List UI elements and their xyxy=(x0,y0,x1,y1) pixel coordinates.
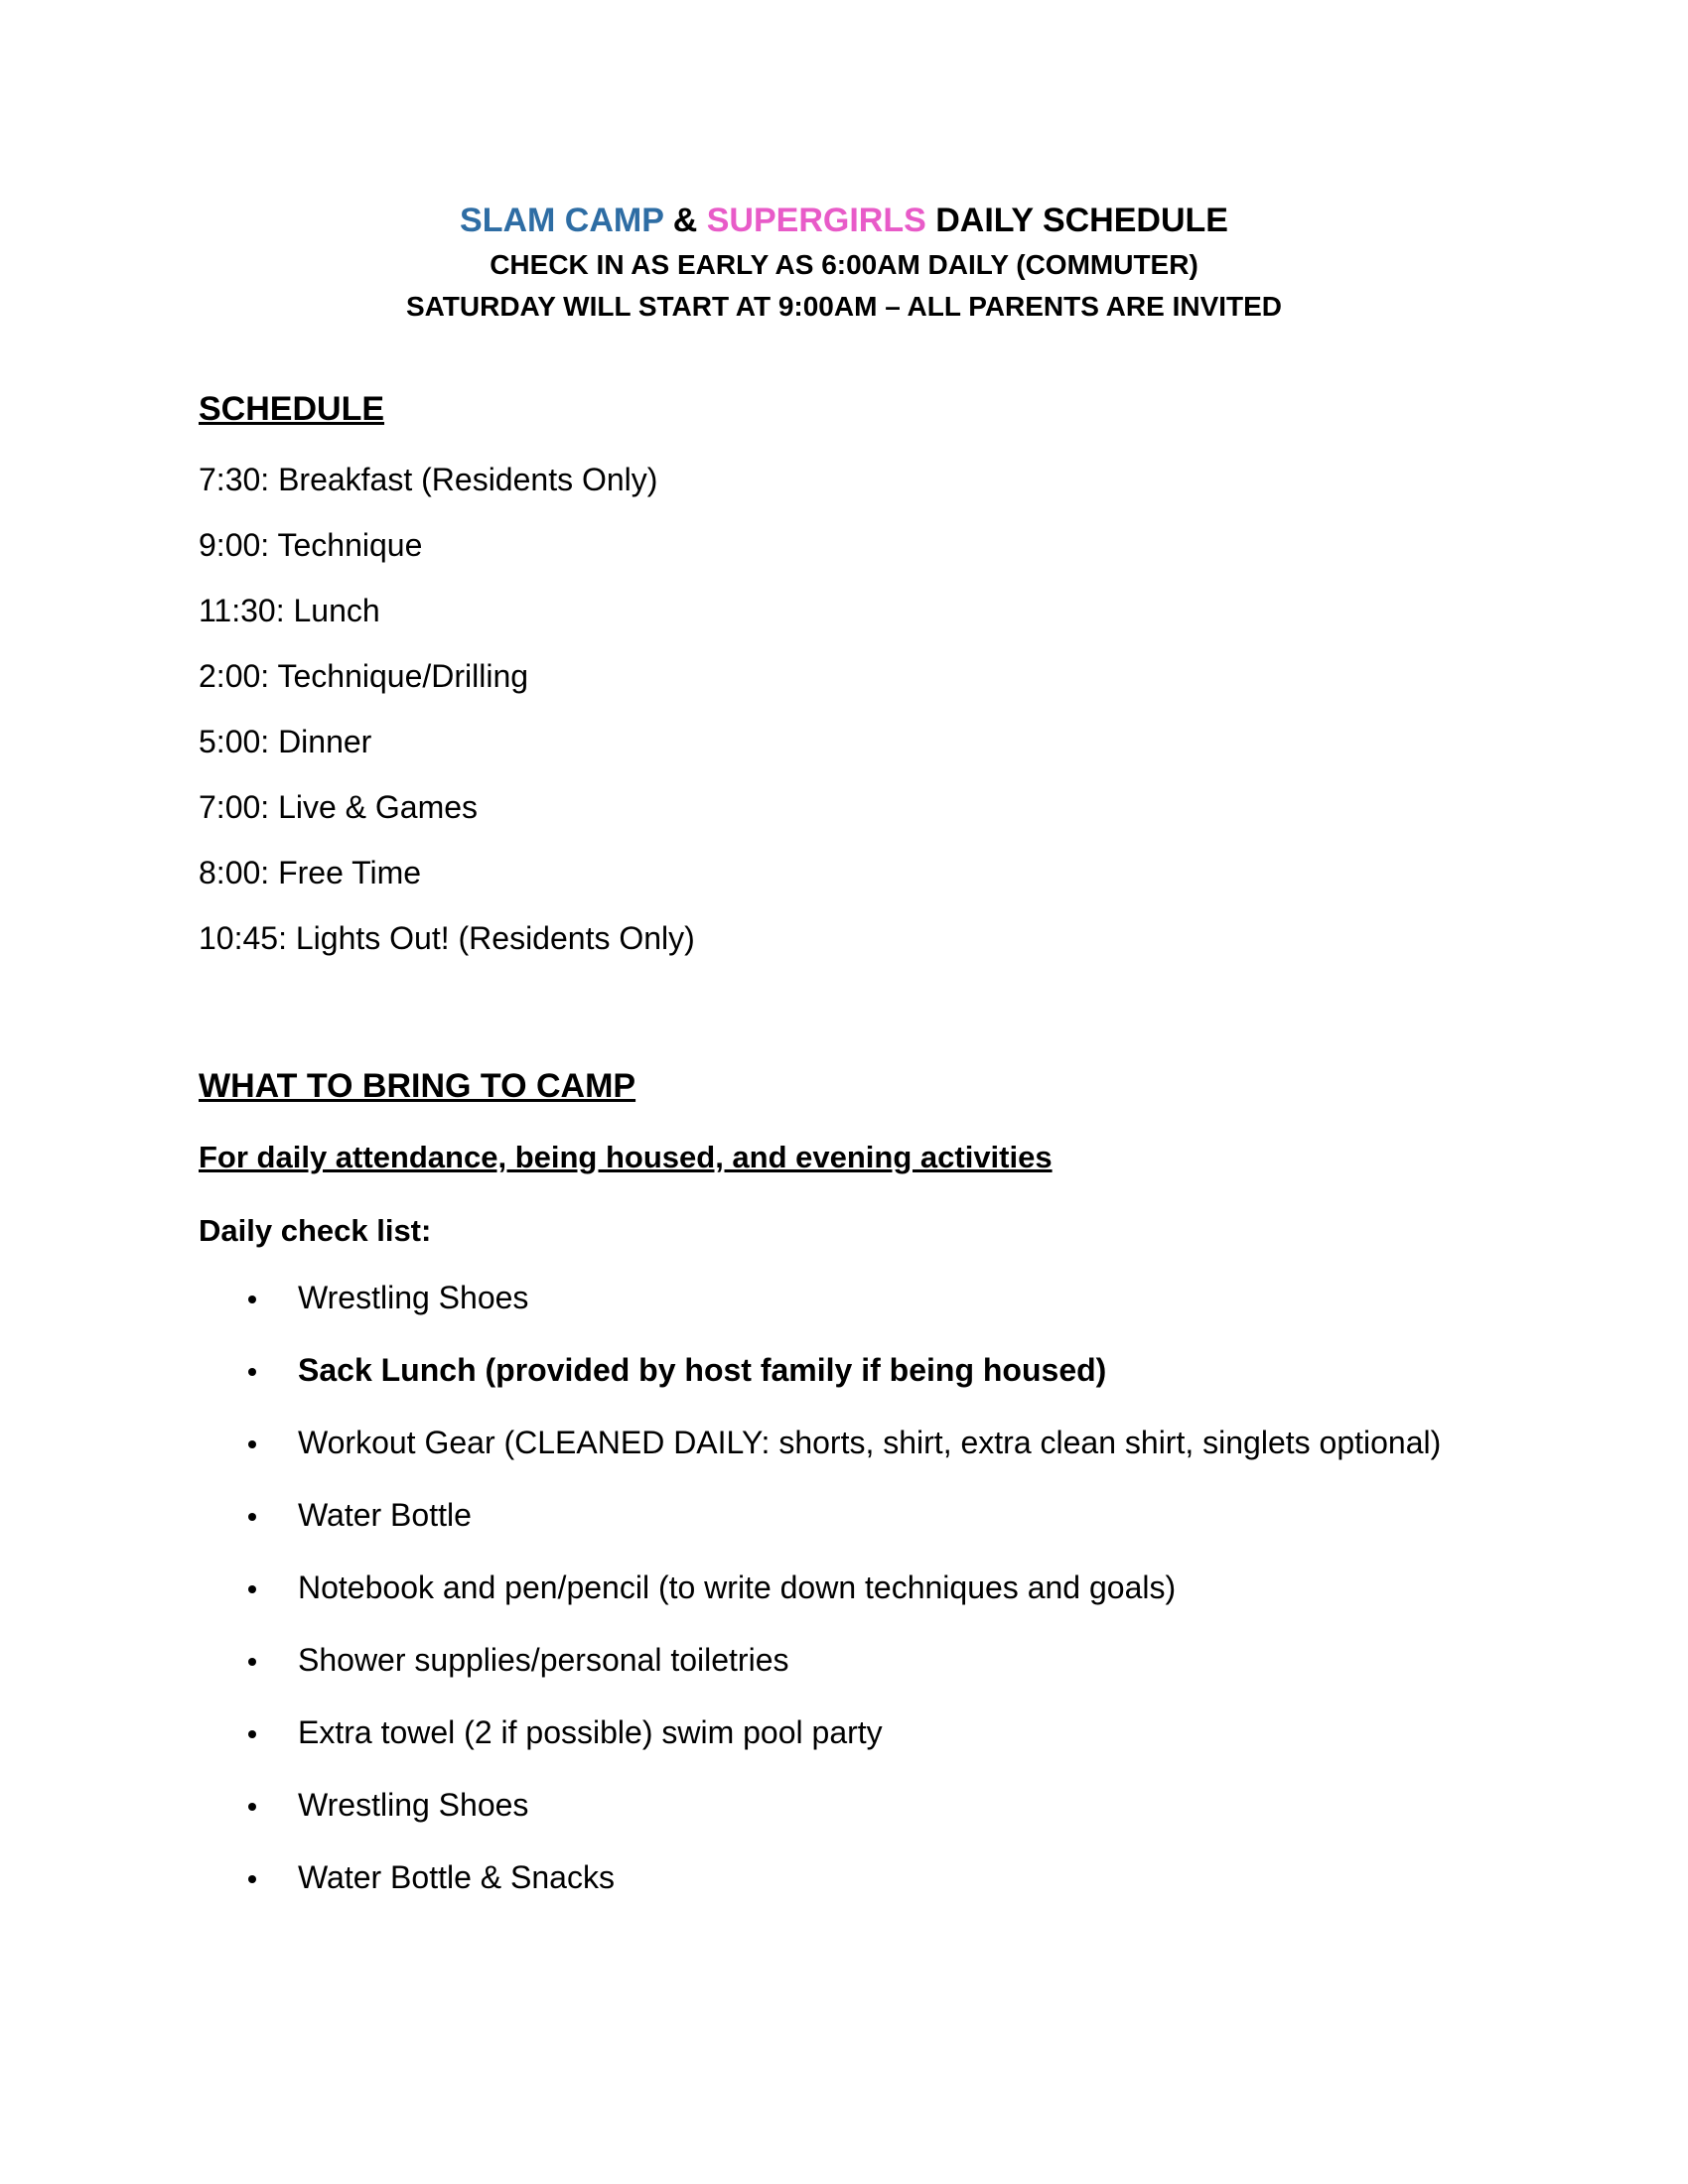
bullet-icon xyxy=(248,1803,256,1811)
bullet-icon xyxy=(248,1368,256,1376)
title-ampersand: & xyxy=(663,202,707,239)
schedule-item: 10:45: Lights Out! (Residents Only) xyxy=(199,920,695,956)
list-item xyxy=(199,1635,1509,1685)
bullet-icon xyxy=(248,1730,256,1738)
page-title xyxy=(0,197,1688,244)
list-item-text: Wrestling Shoes xyxy=(298,1787,529,1823)
bullet-icon xyxy=(248,1875,256,1883)
subtitle-checkin: CHECK IN AS EARLY AS 6:00AM DAILY (COMMUTER) xyxy=(490,249,1198,280)
list-item-text: Wrestling Shoes xyxy=(298,1280,529,1315)
schedule-item: 7:30: Breakfast (Residents Only) xyxy=(199,462,658,497)
list-item xyxy=(199,1563,1509,1612)
schedule-item: 2:00: Technique/Drilling xyxy=(199,658,529,694)
list-item xyxy=(199,1780,1509,1830)
document-header xyxy=(0,197,1688,328)
schedule-item: 5:00: Dinner xyxy=(199,724,372,759)
list-item-text: Sack Lunch (provided by host family if being housed) xyxy=(298,1352,1107,1388)
list-item-text: Workout Gear (CLEANED DAILY: shorts, shirt, extra clean shirt, singlets optional) xyxy=(298,1425,1442,1460)
list-item-text: Water Bottle xyxy=(298,1497,472,1533)
bullet-icon xyxy=(248,1658,256,1666)
list-item-text: Shower supplies/personal toiletries xyxy=(298,1642,789,1678)
checklist xyxy=(199,1273,1489,1902)
daily-checklist-label: Daily check list: xyxy=(199,1213,432,1248)
schedule-item: 11:30: Lunch xyxy=(199,593,380,628)
what-to-bring-heading: WHAT TO BRING TO CAMP xyxy=(199,1067,636,1105)
list-item xyxy=(199,1852,1509,1902)
title-supergirls: SUPERGIRLS xyxy=(706,202,926,239)
bullet-icon xyxy=(248,1296,256,1303)
list-item xyxy=(199,1490,1509,1540)
document-body xyxy=(199,385,1489,1925)
title-slam-camp: SLAM CAMP xyxy=(460,202,664,239)
subtitle-saturday: SATURDAY WILL START AT 9:00AM – ALL PARENTS ARE INVITED xyxy=(405,291,1283,322)
bullet-icon xyxy=(248,1513,256,1521)
attendance-subheading: For daily attendance, being housed, and evening activities xyxy=(199,1140,1053,1174)
list-item-text: Notebook and pen/pencil (to write down techniques and goals) xyxy=(298,1570,1177,1605)
list-item xyxy=(199,1418,1509,1467)
list-item xyxy=(199,1273,1509,1322)
schedule-heading: SCHEDULE xyxy=(199,390,385,428)
bullet-icon xyxy=(248,1440,256,1448)
list-item-text: Extra towel (2 if possible) swim pool party xyxy=(298,1714,883,1750)
bullet-icon xyxy=(248,1585,256,1593)
list-item xyxy=(199,1707,1509,1757)
schedule-item: 7:00: Live & Games xyxy=(199,789,479,825)
schedule-list xyxy=(199,447,1489,971)
list-item xyxy=(199,1345,1509,1395)
list-item-text: Water Bottle & Snacks xyxy=(298,1859,615,1895)
schedule-item: 9:00: Technique xyxy=(199,527,423,563)
title-daily-schedule: DAILY SCHEDULE xyxy=(925,202,1228,239)
schedule-item: 8:00: Free Time xyxy=(199,855,422,890)
